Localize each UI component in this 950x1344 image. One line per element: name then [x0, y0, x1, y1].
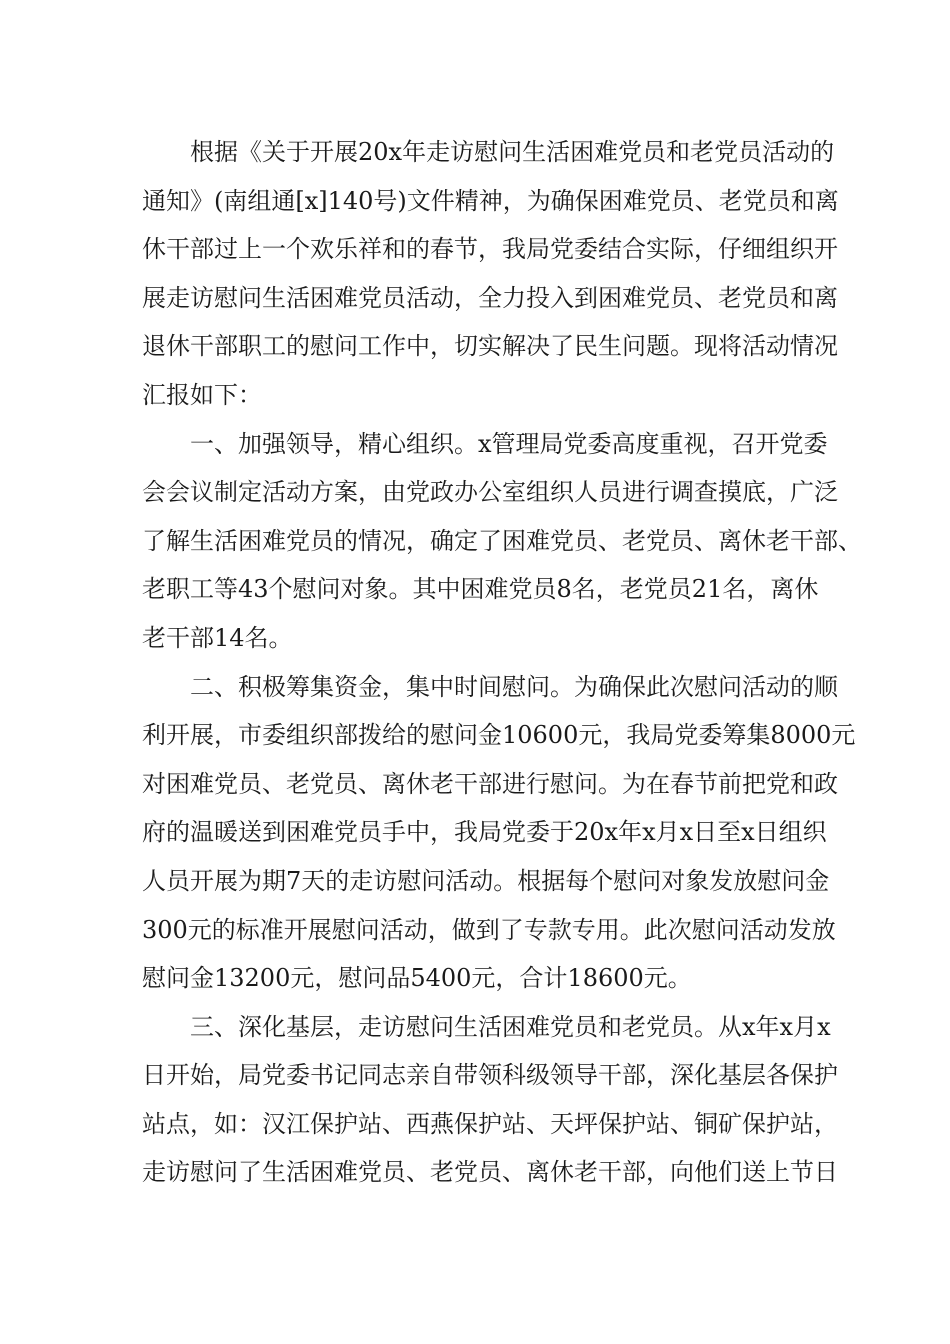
- text-line: 对困难党员、老党员、离休老干部进行慰问。为在春节前把党和政: [142, 769, 838, 798]
- text-line: 府的温暖送到困难党员手中，我局党委于20x年x月x日至x日组织: [142, 818, 827, 847]
- text-line: 利开展，市委组织部拨给的慰问金10600元，我局党委筹集8000元: [142, 721, 856, 750]
- text-line: 300元的标准开展慰问活动，做到了专款专用。此次慰问活动发放: [142, 915, 836, 944]
- text-line: 会会议制定活动方案，由党政办公室组织人员进行调查摸底，广泛: [142, 478, 838, 507]
- text-line: 老职工等43个慰问对象。其中困难党员8名，老党员21名，离休: [142, 575, 819, 604]
- text-line: 日开始，局党委书记同志亲自带领科级领导干部，深化基层各保护: [142, 1061, 838, 1090]
- text-line: 站点，如：汉江保护站、西燕保护站、天坪保护站、铜矿保护站，: [142, 1109, 838, 1138]
- text-line: 人员开展为期7天的走访慰问活动。根据每个慰问对象发放慰问金: [142, 866, 830, 895]
- text-line: 根据《关于开展20x年走访慰问生活困难党员和老党员活动的: [142, 138, 835, 166]
- text-line: 了解生活困难党员的情况，确定了困难党员、老党员、离休老干部、: [142, 526, 862, 555]
- text-line: 二、积极筹集资金，集中时间慰问。为确保此次慰问活动的顺: [142, 672, 838, 701]
- text-line: 一、加强领导，精心组织。x管理局党委高度重视，召开党委: [142, 429, 828, 458]
- text-line: 走访慰问了生活困难党员、老党员、离休老干部，向他们送上节日: [142, 1158, 838, 1187]
- text-line: 通知》(南组通[x]140号)文件精神，为确保困难党员、老党员和离: [142, 186, 839, 215]
- text-line: 三、深化基层，走访慰问生活困难党员和老党员。从x年x月x: [142, 1012, 831, 1041]
- text-line: 慰问金13200元，慰问品5400元，合计18600元。: [142, 964, 692, 993]
- text-line: 退休干部职工的慰问工作中，切实解决了民生问题。现将活动情况: [142, 332, 838, 361]
- text-line: 汇报如下：: [142, 380, 262, 409]
- text-line: 休干部过上一个欢乐祥和的春节，我局党委结合实际，仔细组织开: [142, 235, 838, 264]
- document-body: [142, 128, 862, 1197]
- text-line: 展走访慰问生活困难党员活动，全力投入到困难党员、老党员和离: [142, 283, 838, 312]
- text-line: 老干部14名。: [142, 623, 293, 652]
